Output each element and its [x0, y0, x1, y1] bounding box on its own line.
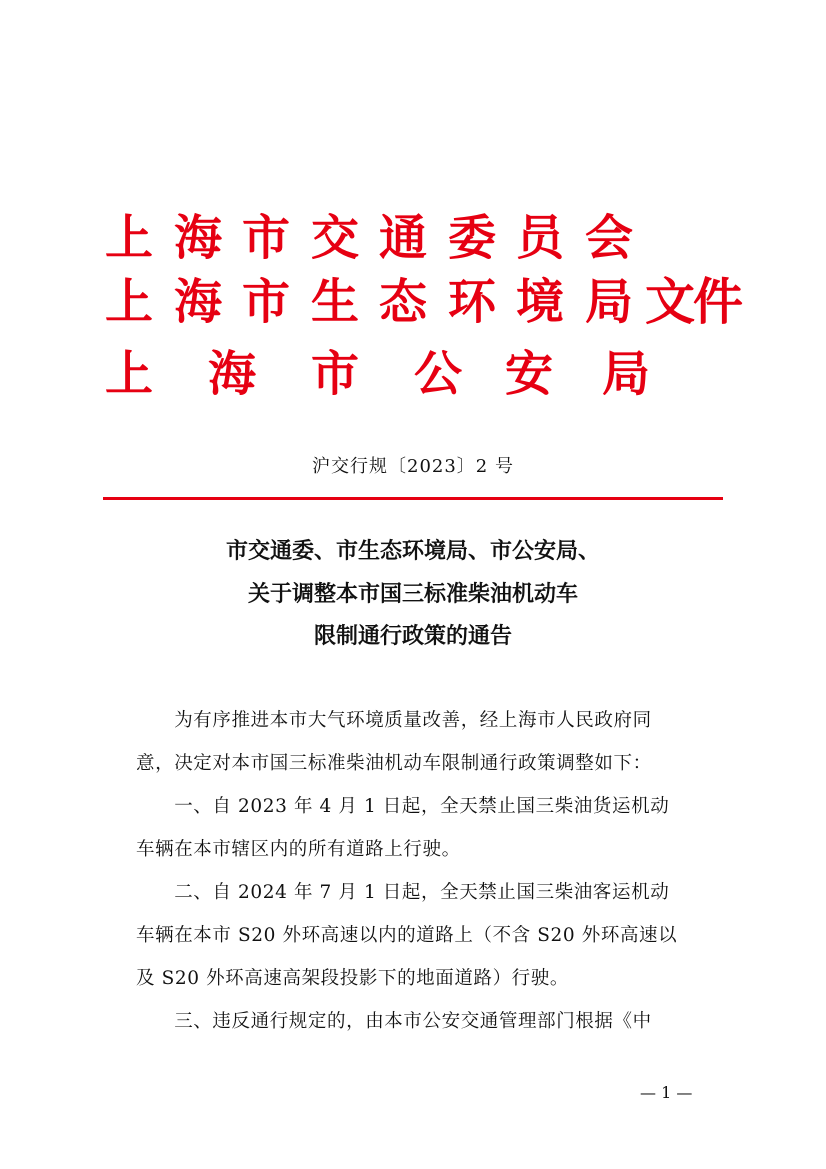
header-char: 市	[311, 346, 360, 402]
header-char: 海	[174, 210, 223, 266]
header-char: 局	[602, 346, 651, 402]
red-divider	[103, 497, 723, 500]
header-char: 海	[208, 346, 257, 402]
header-char: 态	[379, 274, 428, 330]
header-suffix-wenjian: 文件	[645, 273, 741, 331]
body-line: 意，决定对本市国三标准柴油机动车限制通行政策调整如下：	[136, 753, 652, 774]
header-char: 上	[105, 274, 154, 330]
header-char: 上	[105, 346, 154, 402]
body-line: 为有序推进本市大气环境质量改善，经上海市人民政府同	[136, 710, 652, 731]
notice-title-line-1: 市交通委、市生态环境局、市公安局、	[225, 539, 600, 564]
header-char: 公	[414, 346, 463, 402]
body-line: 车辆在本市辖区内的所有道路上行驶。	[136, 839, 461, 860]
header-char: 安	[505, 346, 554, 402]
header-char: 海	[174, 274, 223, 330]
header-char: 委	[448, 210, 497, 266]
body-line: 及 S20 外环高速高架段投影下的地面道路）行驶。	[136, 968, 569, 989]
body-line: 车辆在本市 S20 外环高速以内的道路上（不含 S20 外环高速以	[136, 925, 678, 946]
header-char: 局	[585, 274, 634, 330]
body-line: 二、自 2024 年 7 月 1 日起，全天禁止国三柴油客运机动	[136, 882, 670, 903]
header-char: 生	[311, 274, 360, 330]
header-char: 环	[448, 274, 497, 330]
body-line: 一、自 2023 年 4 月 1 日起，全天禁止国三柴油货运机动	[136, 796, 670, 817]
header-char: 市	[242, 210, 291, 266]
body-line: 三、违反通行规定的，由本市公安交通管理部门根据《中	[136, 1011, 652, 1032]
notice-title-line-2: 关于调整本市国三标准柴油机动车	[247, 582, 578, 607]
header-char: 上	[105, 210, 154, 266]
header-char: 员	[516, 210, 565, 266]
header-char: 交	[311, 210, 360, 266]
header-char: 市	[242, 274, 291, 330]
notice-title-line-3: 限制通行政策的通告	[313, 624, 512, 649]
header-char: 通	[379, 210, 428, 266]
header-char: 境	[516, 274, 565, 330]
page-number: — 1 —	[640, 1083, 693, 1102]
header-char: 会	[585, 210, 634, 266]
document-number: 沪交行规〔2023〕2 号	[312, 456, 514, 477]
